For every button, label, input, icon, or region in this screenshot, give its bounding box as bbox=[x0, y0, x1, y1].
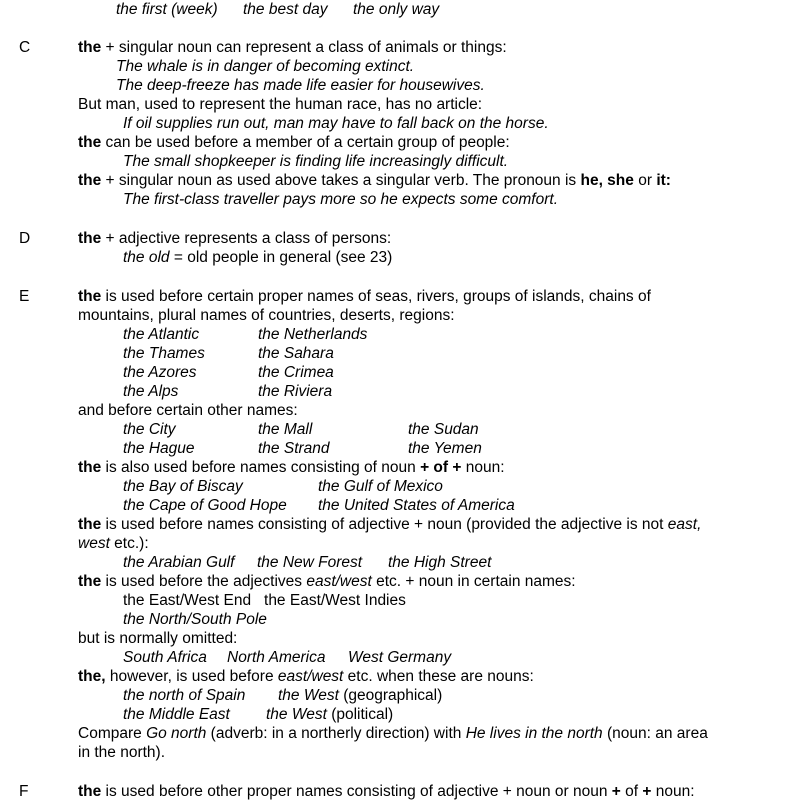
rule-line: the is used before other proper names consisting of adjective + noun or noun + of + noun: bbox=[78, 783, 695, 800]
rule-line: Compare Go north (adverb: in a northerly direction) with He lives in the north (noun: an area bbox=[78, 725, 708, 742]
top-example-3: the only way bbox=[353, 1, 440, 18]
name-example: the Crimea bbox=[258, 364, 334, 381]
name-example: the United States of America bbox=[318, 497, 515, 514]
name-example: the Azores bbox=[123, 364, 197, 381]
name-example: the Riviera bbox=[258, 383, 333, 400]
name-example: the Arabian Gulf bbox=[123, 554, 235, 571]
name-example: the Middle East bbox=[123, 706, 230, 723]
rule-line: the + singular noun can represent a class of animals or things: bbox=[78, 39, 507, 56]
rule-line: the + adjective represents a class of persons: bbox=[78, 230, 392, 247]
name-example: West Germany bbox=[348, 649, 452, 666]
rule-line: west etc.): bbox=[78, 535, 149, 552]
name-example: the Atlantic bbox=[123, 326, 200, 343]
name-example: the Sahara bbox=[258, 345, 334, 362]
name-example: South Africa bbox=[123, 649, 207, 666]
name-example: the north of Spain bbox=[123, 687, 246, 704]
rule-line: in the north). bbox=[78, 744, 166, 761]
name-example: the North/South Pole bbox=[123, 611, 267, 628]
rule-line: the is used before names consisting of adjective + noun (provided the adjective is not east, bbox=[78, 516, 702, 533]
name-example: the Mall bbox=[258, 421, 313, 438]
example-line: If oil supplies run out, man may have to fall back on the horse. bbox=[123, 115, 549, 132]
section-letter-c: C bbox=[19, 39, 31, 56]
name-example: the Hague bbox=[123, 440, 195, 457]
name-example: the Gulf of Mexico bbox=[318, 478, 443, 495]
rule-line: the is used before the adjectives east/west etc. + noun in certain names: bbox=[78, 573, 576, 590]
section-letter-f: F bbox=[19, 783, 29, 800]
name-example: North America bbox=[227, 649, 326, 666]
example-line: The deep-freeze has made life easier for housewives. bbox=[116, 77, 485, 94]
example-line: the old = old people in general (see 23) bbox=[123, 249, 393, 266]
top-example-1: the first (week) bbox=[116, 1, 218, 18]
name-example: the Strand bbox=[258, 440, 330, 457]
example-line: The first-class traveller pays more so he expects some comfort. bbox=[123, 191, 559, 208]
rule-line: the can be used before a member of a certain group of people: bbox=[78, 134, 510, 151]
name-example: the Alps bbox=[123, 383, 179, 400]
rule-line: the is used before certain proper names of seas, rivers, groups of islands, chains of bbox=[78, 288, 651, 305]
rule-line: the is also used before names consisting of noun + of + noun: bbox=[78, 459, 505, 476]
name-example: the Cape of Good Hope bbox=[123, 497, 287, 514]
section-letter-d: D bbox=[19, 230, 31, 247]
rule-line: mountains, plural names of countries, deserts, regions: bbox=[78, 307, 455, 324]
name-example: the West (geographical) bbox=[278, 687, 443, 704]
name-example: the East/West End the East/West Indies bbox=[123, 592, 406, 609]
name-example: the Sudan bbox=[408, 421, 479, 438]
rule-line: the + singular noun as used above takes a singular verb. The pronoun is he, she or it: bbox=[78, 172, 671, 189]
rule-line: but is normally omitted: bbox=[78, 630, 238, 647]
name-example: the New Forest bbox=[257, 554, 363, 571]
name-example: the High Street bbox=[388, 554, 492, 571]
top-example-2: the best day bbox=[243, 1, 328, 18]
name-example: the Thames bbox=[123, 345, 205, 362]
name-example: the Netherlands bbox=[258, 326, 368, 343]
name-example: the Bay of Biscay bbox=[123, 478, 243, 495]
example-line: The small shopkeeper is finding life increasingly difficult. bbox=[123, 153, 509, 170]
name-example: the City bbox=[123, 421, 176, 438]
example-line: The whale is in danger of becoming extinct. bbox=[116, 58, 415, 75]
rule-line: But man, used to represent the human race, has no article: bbox=[78, 96, 483, 113]
name-example: the Yemen bbox=[408, 440, 482, 457]
name-example: the West (political) bbox=[266, 706, 394, 723]
rule-line: and before certain other names: bbox=[78, 402, 298, 419]
rule-line: the, however, is used before east/west etc. when these are nouns: bbox=[78, 668, 534, 685]
section-letter-e: E bbox=[19, 288, 30, 305]
